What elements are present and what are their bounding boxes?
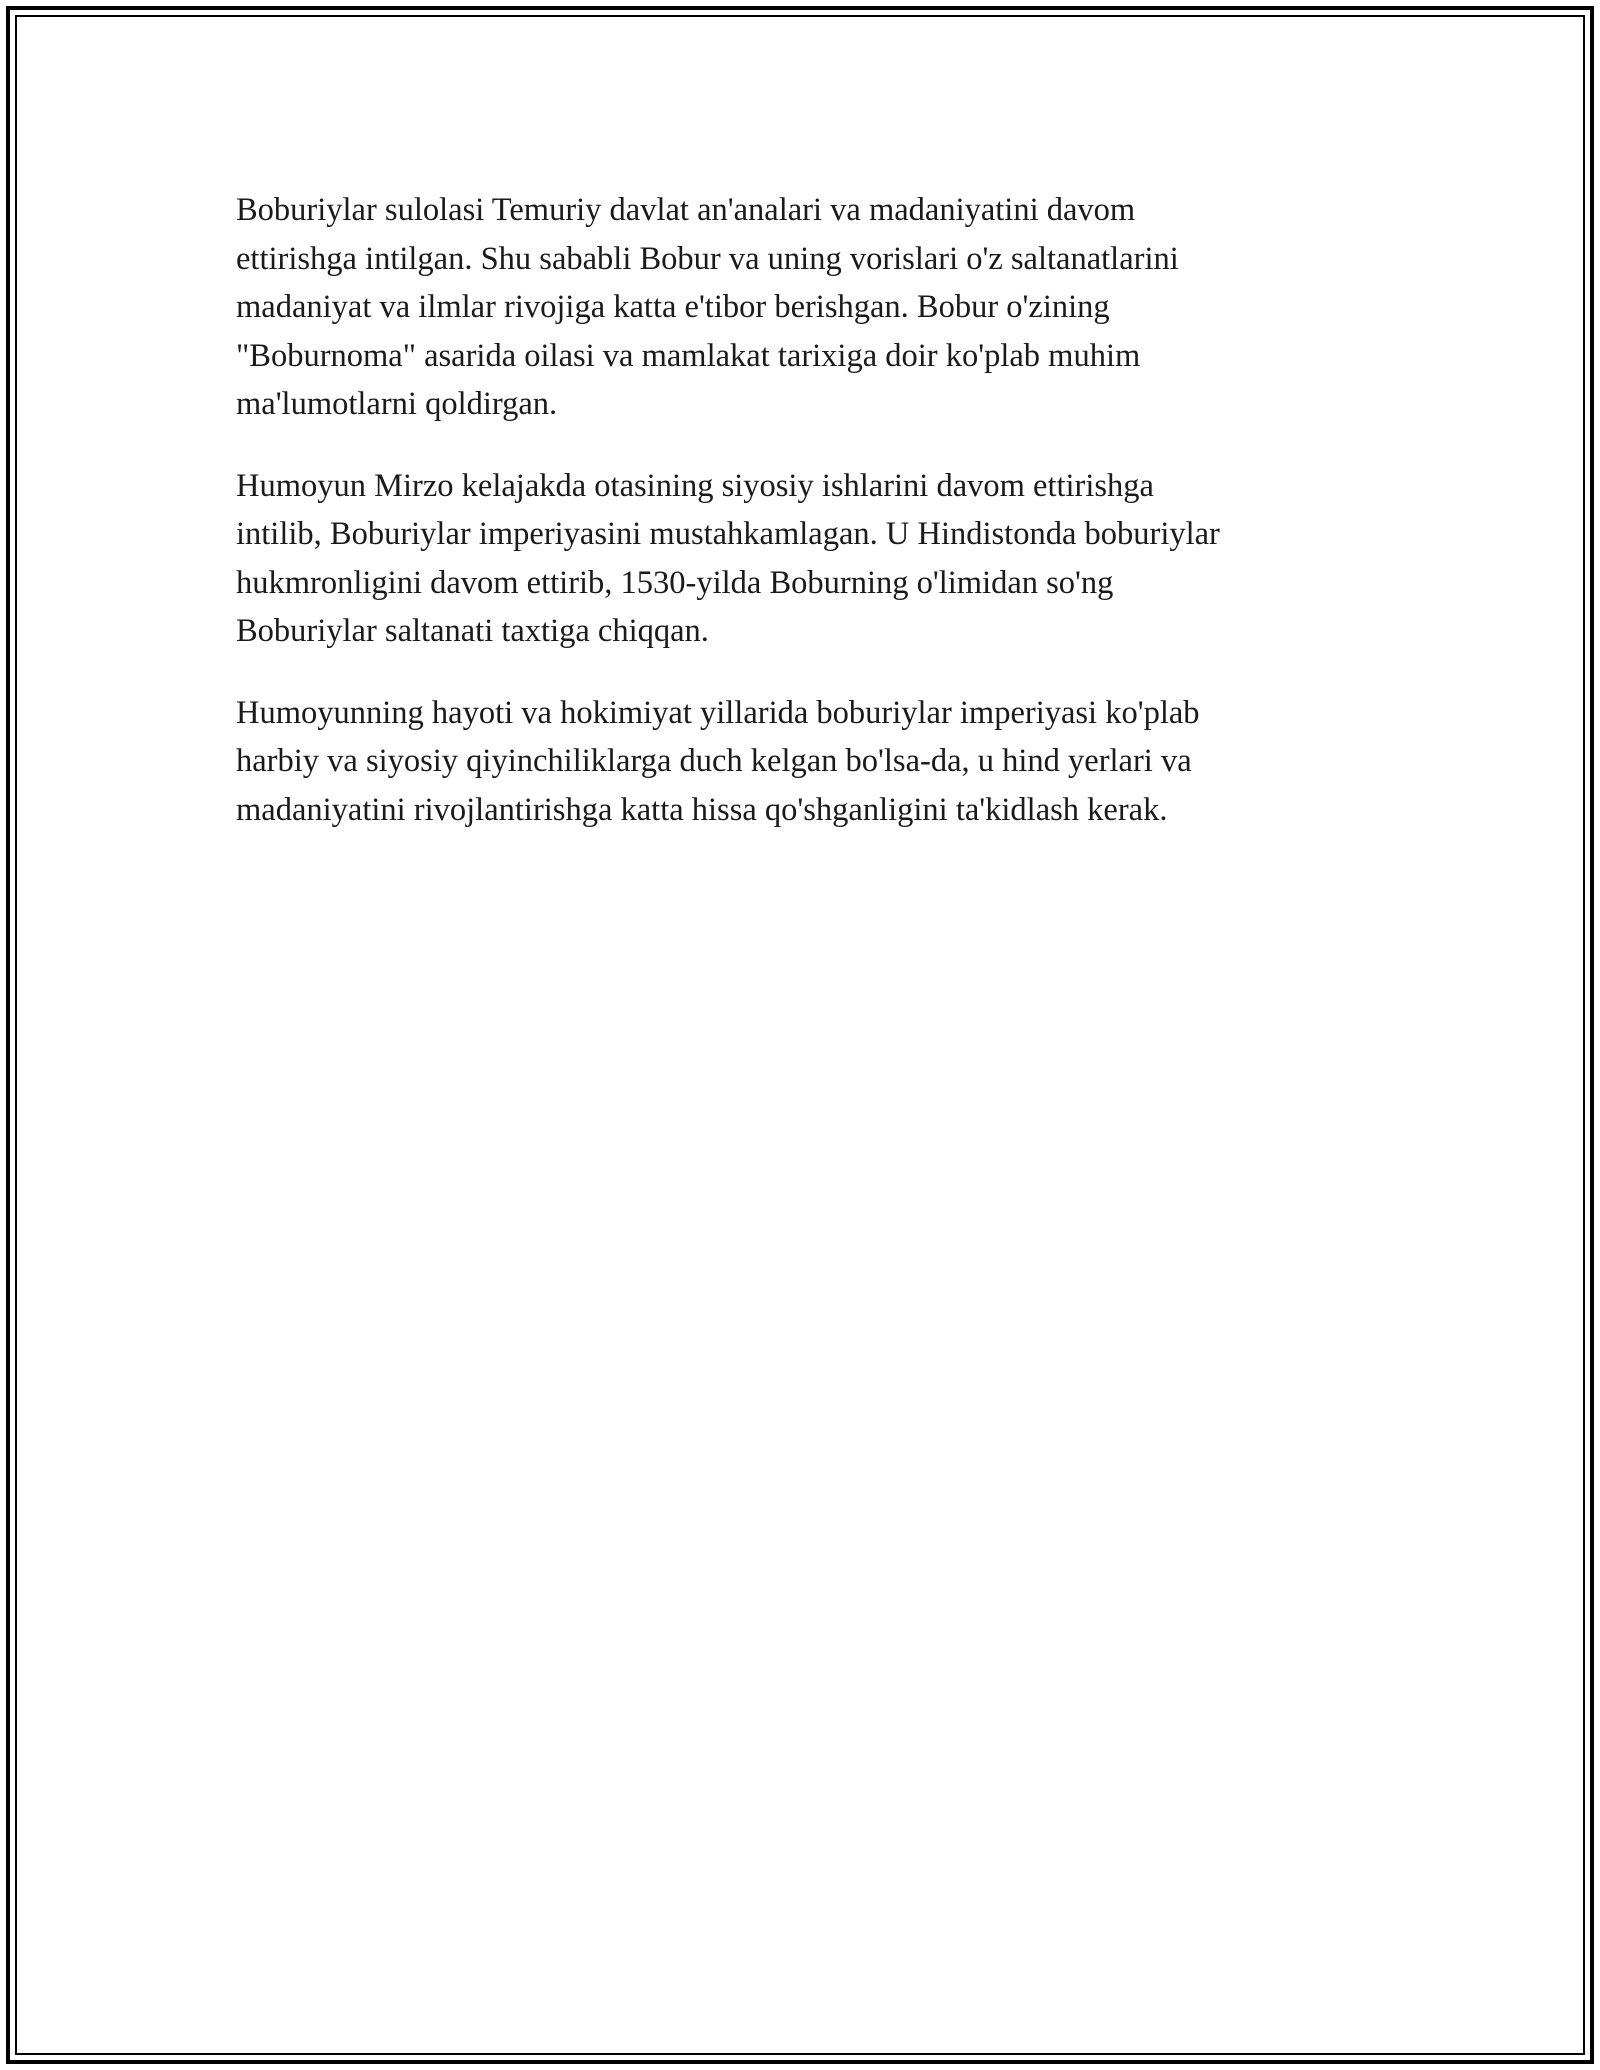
text-line: harbiy va siyosiy qiyinchiliklarga duch kelgan bo'lsa-da, u hind yerlari va [236,743,1192,779]
text-line: madaniyat va ilmlar rivojiga katta e'tibor berishgan. Bobur o'zining [236,289,1110,325]
document-body [236,186,1376,867]
paragraph-humoyun-mirzo [236,462,1376,656]
text-line: hukmronligini davom ettirib, 1530-yilda Boburning o'limidan so'ng [236,564,1114,601]
text-line: "Boburnoma" asarida oilasi va mamlakat tarixiga doir ko'plab muhim [236,337,1141,374]
paragraph-boburiylar-sulolasi [236,186,1376,429]
text-line: Boburiylar saltanati taxtiga chiqqan. [236,613,709,649]
text-line: intilib, Boburiylar imperiyasini mustahkamlagan. U Hindistonda boburiylar [236,516,1220,552]
text-line: Humoyun Mirzo kelajakda otasining siyosiy ishlarini davom ettirishga [236,467,1154,504]
paragraph-humoyunning-hayoti [236,689,1376,835]
text-line: madaniyatini rivojlantirishga katta hissa qo'shganligini ta'kidlash kerak. [236,791,1168,828]
text-line: ettirishga intilgan. Shu sababli Bobur va uning vorislari o'z saltanatlarini [236,240,1179,277]
text-line: Boburiylar sulolasi Temuriy davlat an'analari va madaniyatini davom [236,192,1136,228]
text-line: ma'lumotlarni qoldirgan. [236,386,558,422]
text-line: Humoyunning hayoti va hokimiyat yillarida boburiylar imperiyasi ko'plab [236,694,1200,731]
